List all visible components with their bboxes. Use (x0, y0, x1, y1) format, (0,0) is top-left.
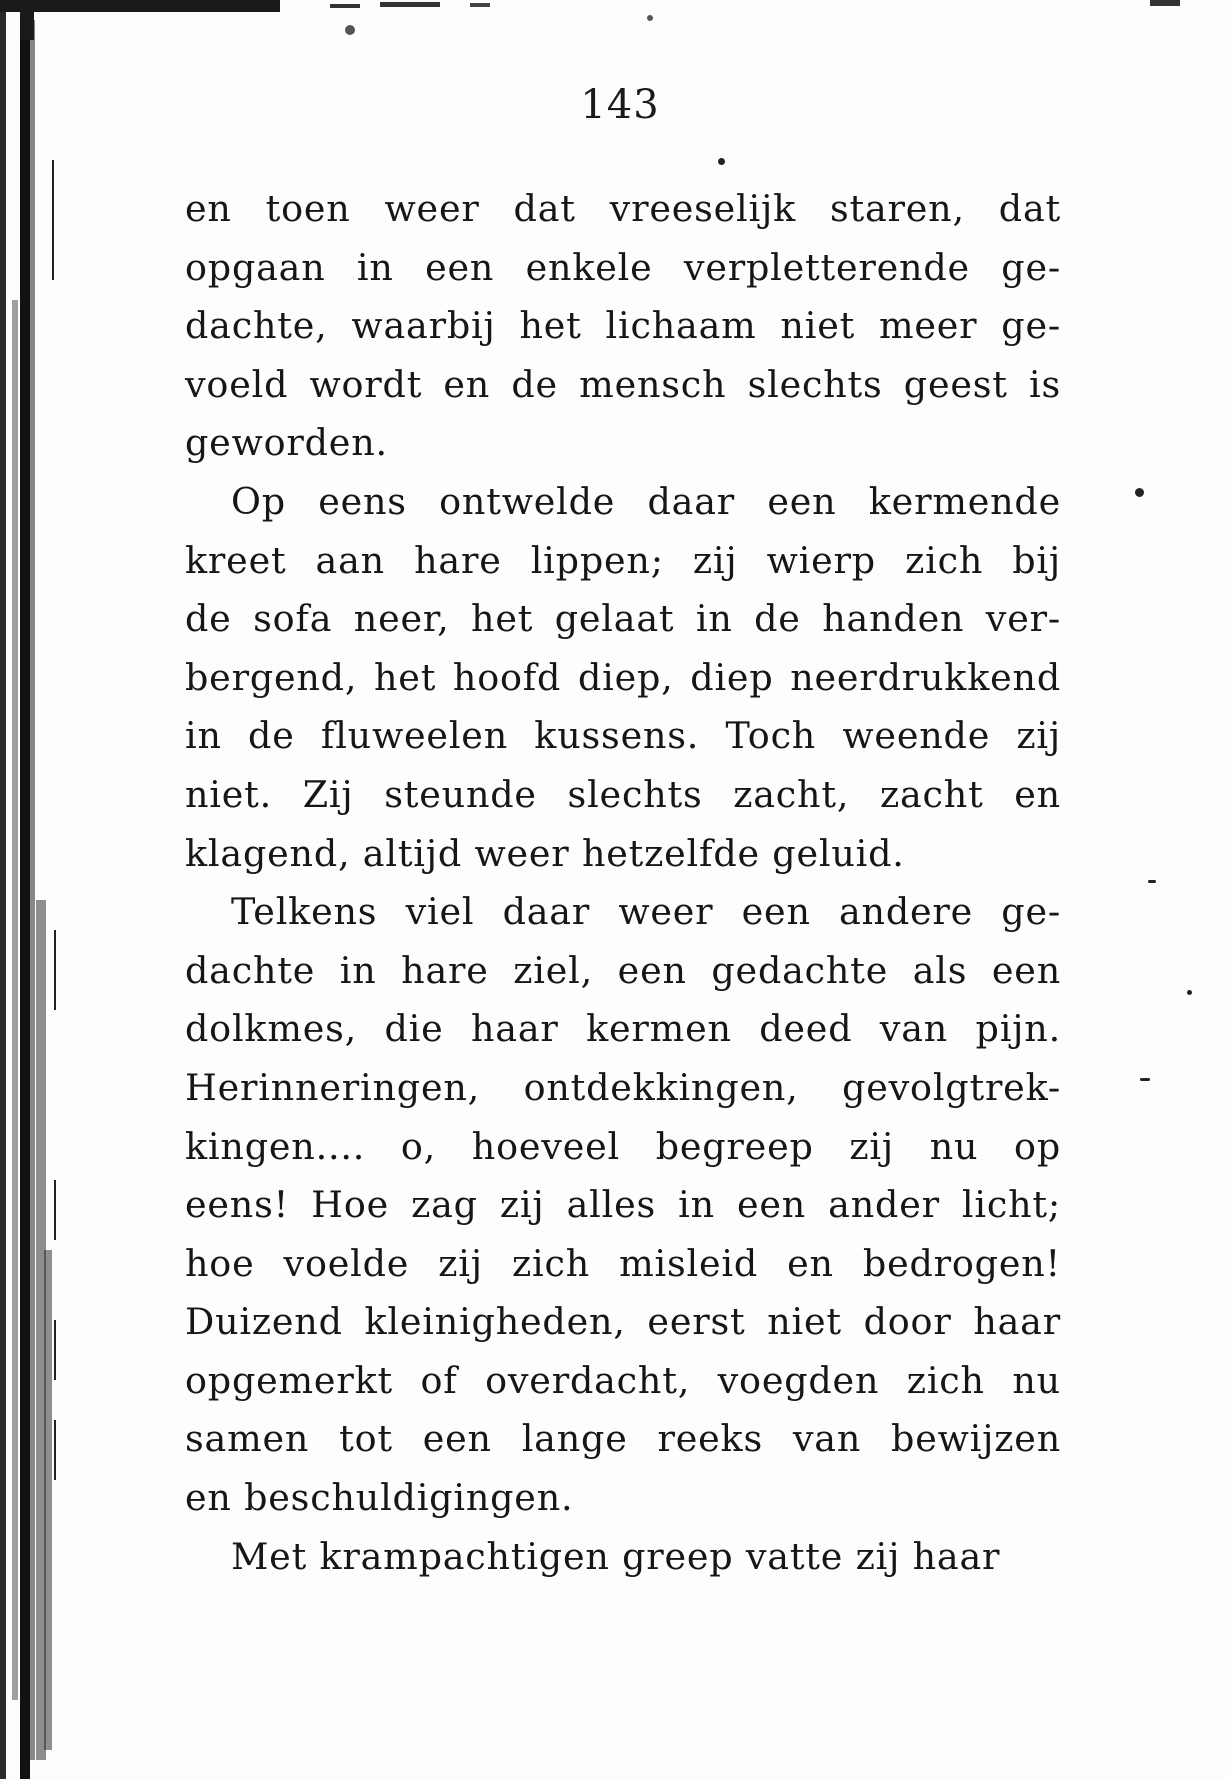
text-line: bergend, het hoofd diep, diep neerdrukkend (185, 655, 1061, 699)
text-line: kreet aan hare lippen; zij wierp zich bij (185, 538, 1061, 582)
text-line: de sofa neer, het gelaat in de handen ver- (185, 597, 1061, 641)
text-line: dachte, waarbij het lichaam niet meer ge- (185, 304, 1061, 348)
body-text (185, 180, 1061, 1586)
ink-speck (1135, 488, 1144, 497)
text-line: samen tot een lange reeks van bewijzen (185, 1417, 1061, 1461)
text-line: en beschuldigingen. (185, 1476, 574, 1520)
text-line: hoe voelde zij zich misleid en bedrogen! (185, 1241, 1061, 1285)
text-line: Telkens viel daar weer een andere ge- (231, 890, 1061, 934)
text-line: opgemerkt of overdacht, voegden zich nu (185, 1358, 1061, 1402)
text-line: dolkmes, die haar kermen deed van pijn. (185, 1007, 1061, 1051)
text-line: klagend, altijd weer hetzelfde geluid. (185, 831, 905, 875)
text-line: voeld wordt en de mensch slechts geest is (185, 362, 1061, 406)
ink-speck (1140, 1078, 1150, 1081)
text-line: niet. Zij steunde slechts zacht, zacht en (185, 772, 1061, 816)
text-line: Met krampachtigen greep vatte zij haar (231, 1534, 1001, 1578)
text-line: Duizend kleinigheden, eerst niet door haar (185, 1300, 1061, 1344)
text-line: Op eens ontwelde daar een kermende (231, 479, 1061, 523)
top-edge-noise (0, 0, 1230, 40)
text-line: en toen weer dat vreeselijk staren, dat (185, 187, 1061, 230)
text-line: eens! Hoe zag zij alles in een ander licht; (185, 1183, 1061, 1227)
ink-speck (1148, 880, 1156, 883)
text-line: Herinneringen, ontdekkingen, gevolgtrek- (185, 1065, 1061, 1109)
text-line: geworden. (185, 421, 388, 465)
ink-speck (718, 158, 725, 165)
text-line: opgaan in een enkele verpletterende ge- (185, 245, 1061, 289)
text-line: in de fluweelen kussens. Toch weende zij (185, 714, 1061, 758)
page-number: 143 (580, 82, 660, 128)
text-line: kingen.... o, hoeveel begreep zij nu op (185, 1124, 1061, 1168)
text-line: dachte in hare ziel, een gedachte als een (185, 948, 1061, 992)
ink-speck (1187, 990, 1192, 995)
binding-shadow (0, 0, 70, 1779)
